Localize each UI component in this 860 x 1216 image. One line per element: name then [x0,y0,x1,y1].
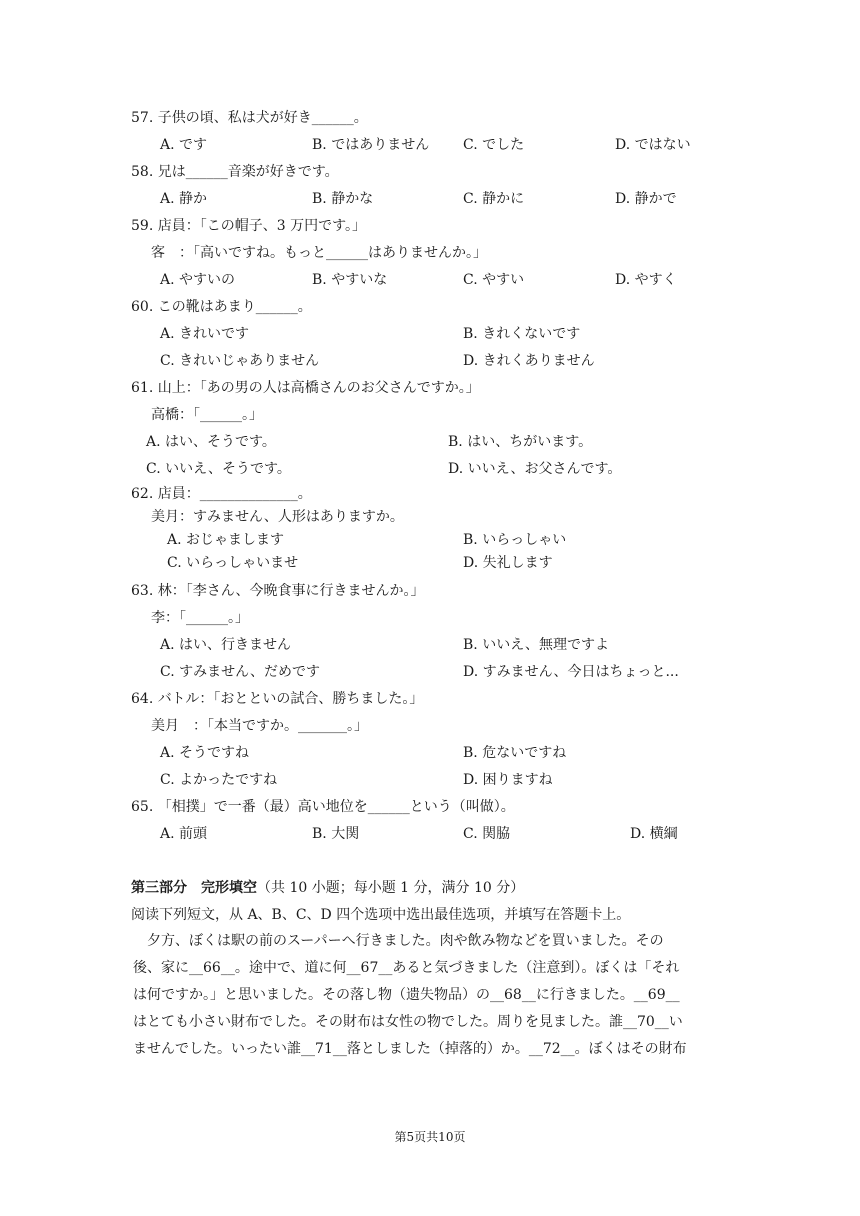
q63-option-b: B. いいえ、無理ですよ [463,637,610,653]
question-63-stem-line2: 李：「______。」 [151,610,249,626]
q61-option-c: C. いいえ、そうです。 [146,461,291,477]
passage-line: ませんでした。いったい誰__71__落としました（掉落的）か。__72__。ぼくはその財布 [133,1041,687,1057]
passage-line: 夕方、ぼくは駅の前のスーパーへ行きました。肉や飲み物などを買いました。その [133,933,664,949]
question-61-stem: 61. 山上：「あの男の人は高橋さんのお父さんですか。」 [131,380,480,396]
cloze-passage [133,928,687,1063]
q58-option-b: B. 静かな [312,191,374,207]
question-57-stem: 57. 子供の頃、私は犬が好き______。 [131,110,368,126]
question-60-stem: 60. この靴はあまり______。 [131,299,312,315]
q59-option-b: B. やすいな [312,272,388,288]
question-63-stem: 63. 林：「李さん、今晩食事に行きませんか。」 [131,583,425,599]
q60-option-c: C. きれいじゃありません [160,353,320,369]
question-62-stem: 62. 店員：______________。 [131,486,312,502]
q65-option-c: C. 関脇 [463,826,511,842]
q63-option-a: A. はい、行きません [160,637,292,653]
q65-option-a: A. 前頭 [160,826,208,842]
q64-option-a: A. そうですね [160,745,250,761]
question-61-stem-line2: 高橋：「______。」 [151,407,263,423]
q60-option-d: D. きれくありません [463,353,595,369]
q57-option-c: C. でした [463,137,525,153]
q61-option-b: B. はい、ちがいます。 [448,434,593,450]
q62-option-c: C. いらっしゃいませ [167,555,299,571]
q58-option-c: C. 静かに [463,191,525,207]
q57-option-d: D. ではない [615,137,691,153]
q57-option-b: B. ではありません [312,137,430,153]
section-instruction: 阅读下列短文，从 A、B、C、D 四个选项中选出最佳选项，并填写在答题卡上。 [131,907,631,923]
section-title: 第三部分 完形填空 [131,880,257,896]
q62-option-b: B. いらっしゃい [463,532,567,548]
q59-option-a: A. やすいの [160,272,236,288]
page-number: 第5页共10页 [394,1130,466,1144]
question-59-stem: 59. 店員：「この帽子、3 万円です。」 [131,218,366,234]
question-64-stem: 64. バトル：「おとといの試合、勝ちました。」 [131,691,424,707]
question-58-stem: 58. 兄は______音楽が好きです。 [131,164,339,180]
section-subtitle: （共 10 小题；每小题 1 分，满分 10 分） [257,880,525,896]
q58-option-a: A. 静か [160,191,208,207]
question-59-stem-line2: 客 ：「高いですね。もっと______はありませんか。」 [151,245,487,261]
q63-option-d: D. すみません、今日はちょっと... [463,664,679,680]
question-64-stem-line2: 美月 ：「本当ですか。_______。」 [151,718,368,734]
q60-option-b: B. きれくないです [463,326,581,342]
question-65-stem: 65. 「相撲」で一番（最）高い地位を______という（叫做）。 [131,799,515,815]
q64-option-c: C. よかったですね [160,772,278,788]
passage-line: 後、家に__66__。途中で、道に何__67__あると気づきました（注意到）。ぼくは「それ [133,960,680,976]
passage-line: はとても小さい財布でした。その財布は女性の物でした。周りを見ました。誰__70__い [133,1014,683,1030]
q65-option-d: D. 横綱 [630,826,678,842]
section-heading [131,878,524,898]
question-62-stem-line2: 美月：すみません、人形はありますか。 [151,509,404,525]
q60-option-a: A. きれいです [160,326,250,342]
q64-option-b: B. 危ないですね [463,745,567,761]
q63-option-c: C. すみません、だめです [160,664,320,680]
q62-option-d: D. 失礼します [463,555,553,571]
passage-line: は何ですか。」と思いました。その落し物（遗失物品）の__68__に行きました。__69__ [133,987,680,1003]
q61-option-a: A. はい、そうです。 [146,434,276,450]
q61-option-d: D. いいえ、お父さんです。 [448,461,622,477]
q58-option-d: D. 静かで [615,191,677,207]
q59-option-c: C. やすい [463,272,525,288]
q64-option-d: D. 困りますね [463,772,553,788]
q57-option-a: A. です [160,137,208,153]
q62-option-a: A. おじゃまします [167,532,285,548]
q65-option-b: B. 大関 [312,826,360,842]
q59-option-d: D. やすく [615,272,677,288]
